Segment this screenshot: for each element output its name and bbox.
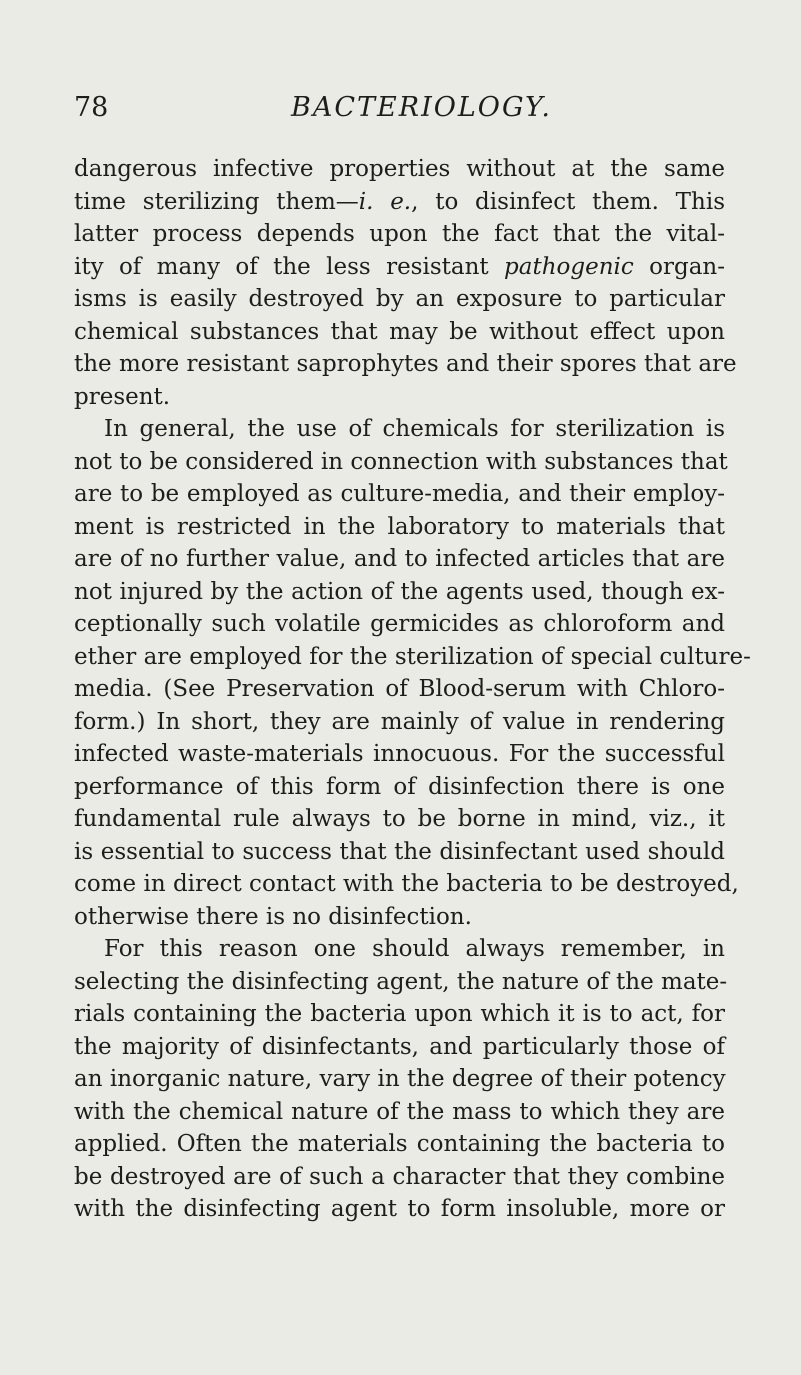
text-run: an inorganic nature, vary in the degree of their potency	[74, 1066, 726, 1092]
text-run: selecting the disinfecting agent, the nature of the mate-	[74, 968, 728, 995]
text-run: rials containing the bacteria upon which it is to act, for	[74, 1001, 725, 1027]
text-line	[74, 901, 725, 934]
text-line	[74, 478, 725, 511]
text-run: media. (See Preservation of Blood-serum with Chloro-	[74, 676, 725, 702]
text-run: fundamental rule always to be borne in mind, viz., it	[74, 806, 725, 832]
text-line	[74, 283, 725, 316]
text-line	[74, 413, 725, 446]
text-run: latter process depends upon the fact that the vital-	[74, 221, 725, 247]
text-line	[74, 1161, 725, 1194]
text-run: dangerous infective properties without at the same	[74, 156, 725, 182]
italic-term: i. e.	[358, 188, 412, 215]
text-line	[74, 738, 725, 771]
text-line	[74, 186, 725, 219]
text-line	[74, 771, 725, 804]
text-line	[74, 576, 725, 609]
text-line	[74, 673, 725, 706]
text-run: , to disinfect them. This	[411, 188, 725, 215]
text-line	[74, 543, 725, 576]
text-line	[74, 1031, 725, 1064]
text-run: organ-	[633, 253, 725, 280]
text-run: infected waste-materials innocuous. For the successful	[74, 741, 725, 767]
text-line	[74, 641, 751, 674]
text-line	[74, 381, 725, 414]
text-run: For this reason one should always remember, in	[104, 936, 725, 962]
text-line	[74, 706, 725, 739]
text-line	[74, 153, 725, 186]
text-run: In general, the use of chemicals for sterilization is	[104, 416, 725, 442]
text-line	[74, 1193, 725, 1226]
text-line	[74, 251, 725, 284]
text-run: ment is restricted in the laboratory to materials that	[74, 513, 725, 540]
text-run: performance of this form of disinfection there is one	[74, 773, 725, 800]
text-run: otherwise there is no disinfection.	[74, 903, 472, 930]
text-run: the majority of disinfectants, and particularly those of	[74, 1033, 725, 1060]
running-title: BACTERIOLOGY.	[291, 92, 552, 123]
text-run: are to be employed as culture-media, and their employ-	[74, 481, 725, 507]
text-line	[74, 608, 725, 641]
text-line	[74, 803, 725, 836]
text-line	[74, 446, 728, 479]
text-line	[74, 348, 737, 381]
text-run: ity of many of the less resistant	[74, 253, 505, 280]
text-run: with the disinfecting agent to form insoluble, more or	[74, 1196, 725, 1222]
text-run: is essential to success that the disinfectant used should	[74, 838, 725, 865]
text-run: ceptionally such volatile germicides as chloroform and	[74, 611, 725, 637]
text-run: present.	[74, 383, 171, 410]
text-run: come in direct contact with the bacteria to be destroyed,	[74, 871, 739, 897]
page-number: 78	[74, 92, 109, 123]
text-run: applied. Often the materials containing the bacteria to	[74, 1131, 725, 1157]
text-line	[74, 836, 725, 869]
text-run: time sterilizing them—	[74, 188, 359, 215]
text-run: be destroyed are of such a character that they combine	[74, 1163, 725, 1190]
text-line	[74, 966, 728, 999]
text-run: with the chemical nature of the mass to which they are	[74, 1098, 725, 1125]
book-page	[74, 88, 751, 1226]
text-run: isms is easily destroyed by an exposure to particular	[74, 286, 725, 312]
text-run: form.) In short, they are mainly of value in rendering	[74, 708, 725, 735]
italic-term: pathogenic	[504, 253, 634, 280]
text-line	[74, 511, 725, 544]
running-head	[74, 88, 725, 128]
text-line	[74, 1063, 725, 1096]
text-line	[74, 1128, 725, 1161]
text-run: not to be considered in connection with substances that	[74, 448, 728, 475]
text-run: the more resistant saprophytes and their spores that are	[74, 351, 737, 377]
text-line	[74, 218, 725, 251]
text-run: not injured by the action of the agents used, though ex-	[74, 578, 725, 605]
text-run: are of no further value, and to infected articles that are	[74, 546, 725, 572]
text-line	[74, 316, 725, 349]
text-run: ether are employed for the sterilization of special culture-	[74, 643, 751, 670]
text-line	[74, 868, 739, 901]
text-line	[74, 998, 725, 1031]
body-text	[74, 153, 751, 1226]
text-line	[74, 1096, 725, 1129]
text-line	[74, 933, 725, 966]
text-run: chemical substances that may be without effect upon	[74, 318, 725, 345]
